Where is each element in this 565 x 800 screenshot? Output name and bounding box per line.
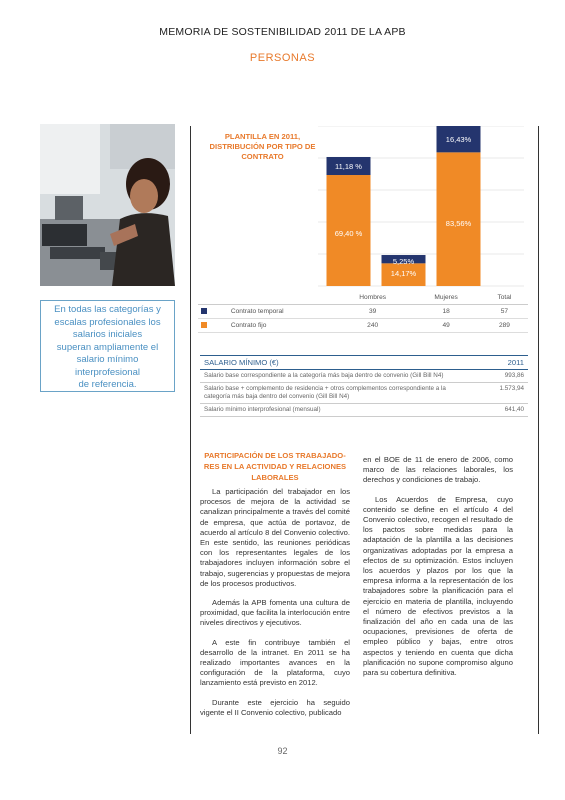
paragraph: en el BOE de 11 de enero de 2006, como marco de las relaciones laborales, los derechos y condiciones de trabajo.	[363, 455, 513, 485]
callout-line: de referencia.	[78, 379, 137, 390]
callout-line: salarios iniciales	[72, 329, 143, 340]
table-row	[200, 370, 528, 383]
column-divider-right	[538, 126, 539, 734]
table-cell-value: 993,86	[470, 370, 528, 383]
chart-data-label: 69,40 %	[334, 229, 363, 239]
table-cell-label: Salario mínimo interprofesional (mensual)	[200, 404, 470, 417]
chart-title-line: DISTRIBUCIÓN POR TIPO DE	[209, 142, 316, 151]
salario-minimo-table	[200, 355, 528, 417]
legend-row-fijo	[198, 319, 528, 333]
chart-data-label: 14,17%	[390, 268, 417, 278]
table-cell: 57	[481, 305, 528, 319]
table-cell: 240	[334, 319, 411, 333]
table-cell-label: Salario base correspondiente a la categoría más baja dentro de convenio (Gill Bill N4)	[200, 370, 470, 383]
section-title: PERSONAS	[249, 52, 316, 64]
paragraph: La participación del trabajador en los procesos de mejora de la actividad se canalizan principalmente a través del comité de empresa, que actúa de portavoz, de acuerdo al artículo 8 del Convenio colectivo. En este sentido, las reuniones periódicas con los representantes legales de los trabajadores incluyen información sobre el trabajo, sugerencias y propuestas de mejora de los procesos productivos.	[200, 487, 350, 588]
participacion-heading	[200, 450, 350, 483]
paragraph: Además la APB fomenta una cultura de proximidad, que facilita la interlocución entre niveles directivos y ejecutivos.	[200, 598, 350, 628]
stacked-bar-chart	[318, 126, 528, 288]
chart-data-label: 5,25%	[392, 257, 415, 267]
callout-line: superan ampliamente el	[56, 341, 159, 353]
office-worker-photo	[40, 124, 175, 286]
table-row	[200, 404, 528, 417]
chart-title-line: PLANTILLA EN 2011,	[224, 132, 301, 141]
table-row	[200, 383, 528, 404]
table-cell: 289	[481, 319, 528, 333]
legend-swatch-navy	[201, 308, 207, 314]
chart-data-label: 83,56%	[445, 218, 472, 228]
legend-swatch-orange	[201, 322, 207, 328]
table-cell: 49	[411, 319, 481, 333]
heading-line: RES EN LA ACTIVIDAD Y RELACIONES	[203, 462, 347, 471]
chart-title-line: CONTRATO	[241, 152, 284, 161]
table-cell: 18	[411, 305, 481, 319]
chart-data-label: 11,18 %	[335, 162, 362, 171]
table-cell-value: 641,40	[470, 404, 528, 417]
legend-header-cell: Total	[481, 291, 528, 305]
legend-header-cell: Hombres	[334, 291, 411, 305]
salary-callout	[40, 300, 175, 392]
body-column-left	[200, 487, 350, 727]
callout-line: En todas las categorías y	[54, 304, 161, 315]
body-column-right	[363, 455, 513, 687]
document-header-title: MEMORIA DE SOSTENIBILIDAD 2011 DE LA APB	[159, 26, 406, 38]
table-cell-label: Salario base + complemento de residencia + otros complementos correspondiente a la categoría más baja dentro del convenio (Gill Bill N4)	[200, 383, 470, 404]
heading-line: LABORALES	[251, 473, 299, 482]
paragraph: A este fin contribuye también el desarrollo de la intranet. En 2011 se ha realizado importantes avances en la configuración de la plataforma, cuyo lanzamiento está previsto en 2012.	[200, 637, 350, 688]
chart-data-label: 16,43%	[445, 135, 472, 145]
legend-label: Contrato temporal	[230, 308, 284, 315]
column-divider-left	[190, 126, 191, 734]
table-cell: 39	[334, 305, 411, 319]
heading-line: PARTICIPACIÓN DE LOS TRABAJADO-	[204, 451, 346, 460]
table-cell-value: 1.573,94	[470, 383, 528, 404]
table-header-label: SALARIO MÍNIMO (€)	[200, 356, 470, 370]
legend-header-cell	[198, 291, 334, 305]
legend-header-row	[198, 291, 528, 305]
legend-row-temporal	[198, 305, 528, 319]
table-header-year: 2011	[470, 356, 528, 370]
legend-label-cell	[198, 319, 334, 333]
chart-legend-table	[198, 291, 528, 333]
callout-line: interprofesional	[75, 366, 140, 378]
legend-header-cell: Mujeres	[411, 291, 481, 305]
paragraph: Los Acuerdos de Empresa, cuyo contenido se define en el artículo 4 del Convenio colectivo, recogen el resultado de los pactos sobre medidas para la adaptación de la plantilla a las decisiones organizativas adoptadas por la empresa a efectos de su optimización. Estos incluyen los acuerdos y plazos por los que la empresa informa a la representación de los trabajadores sobre la planificación para el ejercicio en materia de plantilla, incluyendo el número de efectivos previstos a la finalización del año en cada una de las ocupaciones, previsiones de oferta de empleo público y bajas, entre otros aspectos y teniendo en cuenta que dicha planificación no supone compromiso alguno para su cobertura definitiva.	[363, 494, 513, 678]
page-number: 92	[277, 746, 288, 756]
legend-label: Contrato fijo	[230, 322, 267, 329]
paragraph: Durante este ejercicio ha seguido vigente el II Convenio colectivo, publicado	[200, 697, 350, 717]
chart-title	[205, 132, 320, 162]
callout-line: salario mínimo	[76, 354, 139, 365]
legend-label-cell	[198, 305, 334, 319]
callout-line: escalas profesionales los	[54, 316, 161, 328]
table-header-row	[200, 356, 528, 370]
